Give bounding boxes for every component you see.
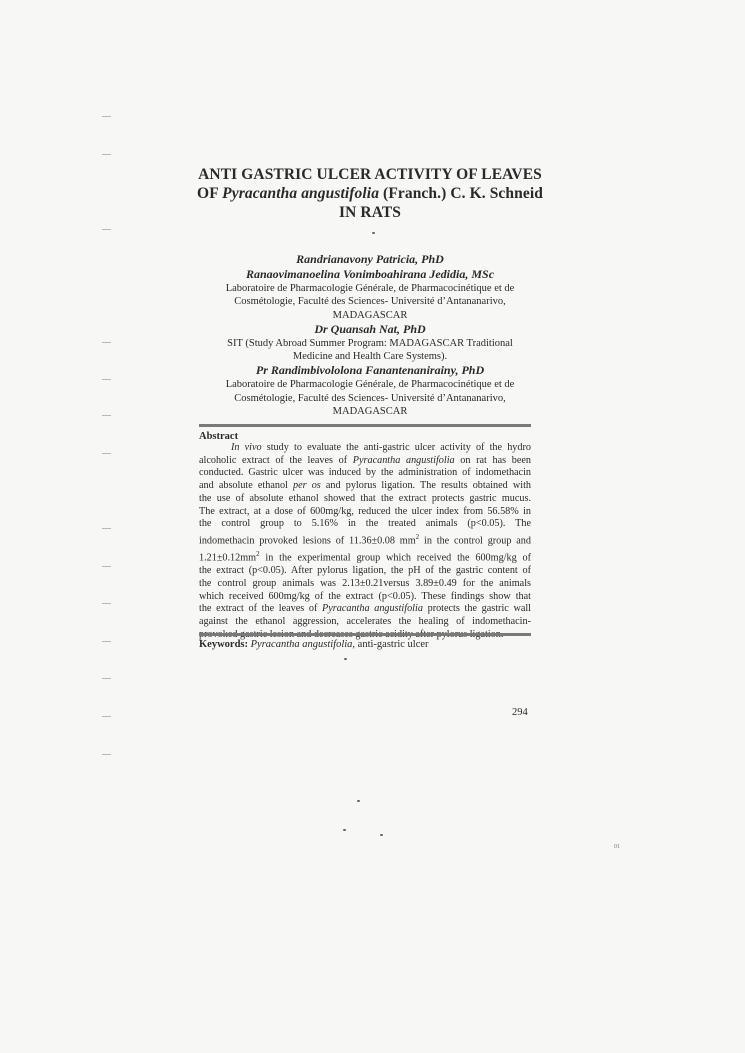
author-name: Ranaovimanoelina Vonimboahirana Jedidia, MSc [245, 267, 495, 281]
scan-margin-mark [102, 528, 111, 529]
scan-speck [372, 232, 375, 234]
abstract-text: 1.21±0.12mm [199, 552, 257, 564]
abstract-text: protects the gastric wall [422, 603, 531, 615]
abstract-text: in the experimental group which received the 600mg/kg of [259, 552, 531, 564]
abstract-line [199, 442, 531, 455]
title-line-2 [160, 184, 580, 203]
superscript: 2 [256, 550, 260, 559]
abstract-line [199, 548, 531, 565]
scan-margin-mark [102, 716, 111, 717]
keywords-rest: anti-gastric ulcer [355, 639, 429, 650]
abstract-text: the extract of the leaves of [199, 603, 323, 615]
author-name: Pr Randimbivololona Fanantenanirainy, PhD [255, 363, 485, 378]
author-block [200, 252, 540, 418]
scan-margin-mark [102, 678, 111, 679]
title-line-2-prefix: OF [197, 185, 223, 202]
scan-margin-mark [102, 116, 111, 117]
abstract-line: against the ethanol aggression, accelerates the healing of indomethacin- [199, 615, 531, 627]
author-affiliation: MADAGASCAR [332, 406, 408, 418]
scan-speck [357, 800, 360, 802]
abstract-text: study to evaluate the anti-gastric ulcer activity of the hydro [261, 442, 531, 453]
abstract-line: The extract, at a dose of 600mg/kg, reduced the ulcer index from 56.58% in [199, 505, 531, 517]
abstract-line [199, 603, 531, 616]
scan-margin-mark [102, 453, 111, 454]
scan-margin-mark [102, 342, 111, 343]
abstract-line: the use of absolute ethanol showed that the extract protects gastric mucus. [199, 492, 531, 504]
abstract-italic: Pyracantha angustifolia [352, 454, 455, 466]
abstract-text: on rat has been [454, 454, 531, 466]
abstract-line: the control group to 5.16% in the treated animals (p<0.05). The [199, 518, 531, 530]
abstract-line [199, 455, 531, 468]
author-affiliation: SIT (Study Abroad Summer Program: MADAGASCAR Traditional [227, 337, 513, 349]
title-line-2-suffix: (Franch.) C. K. Schneid [379, 185, 543, 202]
scan-margin-mark [102, 154, 111, 155]
title-line-1: ANTI GASTRIC ULCER ACTIVITY OF LEAVES [198, 166, 542, 183]
scan-speck [344, 658, 347, 660]
author-affiliation: MADAGASCAR [332, 309, 408, 321]
author-name: Dr Quansah Nat, PhD [314, 321, 426, 336]
scan-margin-mark [102, 566, 111, 567]
abstract-bottom-rule [199, 633, 531, 636]
author-affiliation: Cosmétologie, Faculté des Sciences- Université d’Antananarivo, [234, 392, 506, 404]
abstract-line: which received 600mg/kg of the extract (p<0.05). These findings show that [199, 590, 531, 602]
abstract-italic: per os [293, 480, 321, 492]
abstract-italic: In vivo [231, 442, 262, 453]
scan-margin-mark [102, 754, 111, 755]
author-affiliation: Medicine and Health Care Systems). [292, 351, 448, 363]
keywords [199, 639, 429, 650]
keywords-label: Keywords: [199, 639, 248, 650]
abstract-line: the control group animals was 2.13±0.21versus 3.89±0.49 for the animals [199, 577, 531, 589]
abstract-line: the extract (p<0.05). After pylorus ligation, the pH of the gastric content of [199, 565, 531, 577]
scan-margin-mark [102, 379, 111, 380]
author-affiliation: Cosmétologie, Faculté des Sciences- Université d’Antananarivo, [234, 296, 506, 308]
scan-speck [380, 834, 383, 836]
abstract-line [199, 531, 531, 548]
abstract-text: indomethacin provoked lesions of 11.36±0.08 mm [199, 535, 416, 547]
scan-margin-mark [102, 603, 111, 604]
scan-margin-mark [102, 641, 111, 642]
scan-margin-mark [102, 415, 111, 416]
abstract-text: and pylorus ligation. The results obtained with [320, 480, 531, 492]
abstract-text: in the control group and [419, 535, 531, 547]
superscript: 2 [415, 532, 420, 541]
abstract-body [199, 442, 531, 641]
scan-speck [343, 829, 346, 831]
title-line-3: IN RATS [339, 204, 401, 221]
abstract-line [199, 480, 531, 493]
abstract-italic: Pyracantha angustifolia [322, 603, 423, 615]
paper-title [160, 165, 580, 222]
author-affiliation: Laboratoire de Pharmacologie Générale, de Pharmacocinétique et de [225, 379, 515, 391]
abstract-text: alcoholic extract of the leaves of [199, 454, 353, 466]
abstract-heading: Abstract [199, 431, 239, 442]
scan-margin-mark [102, 229, 111, 230]
abstract-text: and absolute ethanol [199, 480, 294, 492]
title-species: Pyracantha angustifolia [222, 185, 380, 202]
abstract-line: conducted. Gastric ulcer was induced by the administration of indomethacin [199, 467, 531, 479]
author-name: Randrianavony Patricia, PhD [296, 252, 444, 266]
author-affiliation: Laboratoire de Pharmacologie Générale, de Pharmacocinétique et de [225, 283, 515, 294]
page-number: 294 [512, 707, 528, 718]
keywords-species: Pyracantha angustifolia, [250, 639, 356, 650]
corner-mark: 01 [614, 844, 620, 850]
abstract-top-rule [199, 424, 531, 427]
